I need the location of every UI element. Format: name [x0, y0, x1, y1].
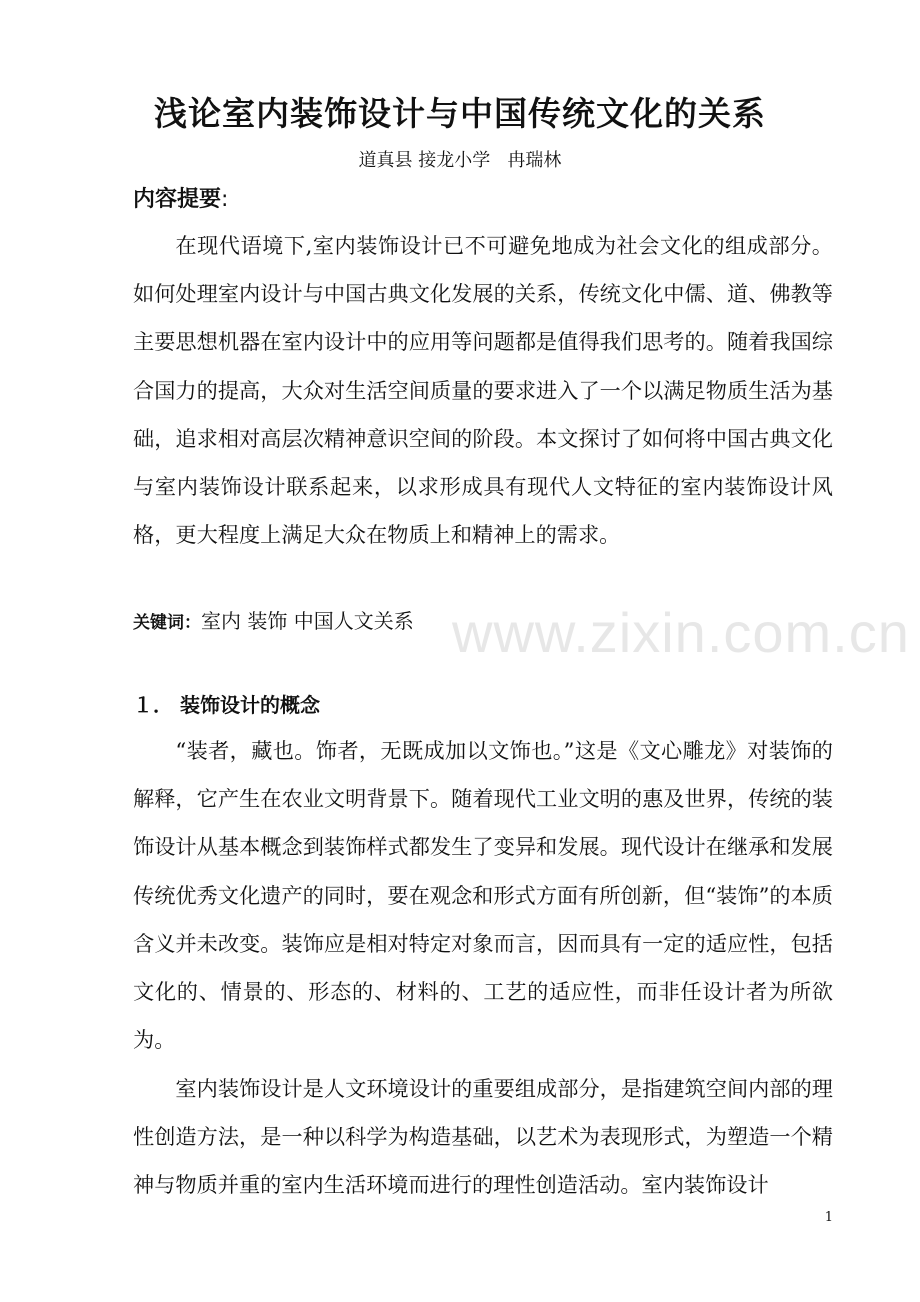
page-number: 1 — [824, 1210, 833, 1225]
abstract-paragraph: 在现代语境下,室内装饰设计已不可避免地成为社会文化的组成部分。如何处理室内设计与中国古典文化发展的关系，传统文化中儒、道、佛教等主要思想机器在室内设计中的应用等问题都是值得我们思考的。随着我国综合国力的提高，大众对生活空间质量的要求进入了一个以满足物质生活为基础，追求相对高层次精神意识空间的阶段。本文探讨了如何将中国古典文化与室内装饰设计联系起来，以求形成具有现代人文特征的室内装饰设计风格，更大程度上满足大众在物质上和精神上的需求。 — [133, 233, 833, 548]
author-line: 道真县 接龙小学 冉瑞林 — [358, 150, 562, 171]
abstract-heading-text: 内容提要 — [133, 187, 222, 212]
document-title: 浅论室内装饰设计与中国传统文化的关系 — [154, 94, 766, 133]
abstract-heading-colon: : — [221, 187, 229, 212]
abstract-heading — [133, 182, 228, 213]
keywords-label: 关键词： — [133, 613, 201, 633]
section-1-paragraph-2: 室内装饰设计是人文环境设计的重要组成部分，是指建筑空间内部的理性创造方法，是一种以科学为构造基础，以艺术为表现形式，为塑造一个精神与物质并重的室内生活环境而进行的理性创造活动。室内装饰设计 — [133, 1076, 833, 1198]
section-1-paragraph-1: “装者，藏也。饰者，无既成加以文饰也。”这是《文心雕龙》对装饰的解释，它产生在农业文明背景下。随着现代工业文明的惠及世界，传统的装饰设计从基本概念到装饰样式都发生了变异和发展。现代设计在继承和发展传统优秀文化遗产的同时，要在观念和形式方面有所创新，但“装饰”的本质含义并未改变。装饰应是相对特定对象而言，因而具有一定的适应性，包括文化的、情景的、形态的、材料的、工艺的适应性，而非任设计者为所欲为。 — [133, 738, 833, 1053]
keywords-value: 室内 装饰 中国人文关系 — [201, 609, 414, 633]
watermark: www.zixin.com.cn — [452, 601, 910, 664]
section-1-heading: １． 装饰设计的概念 — [133, 693, 320, 717]
keywords-line — [133, 605, 414, 634]
